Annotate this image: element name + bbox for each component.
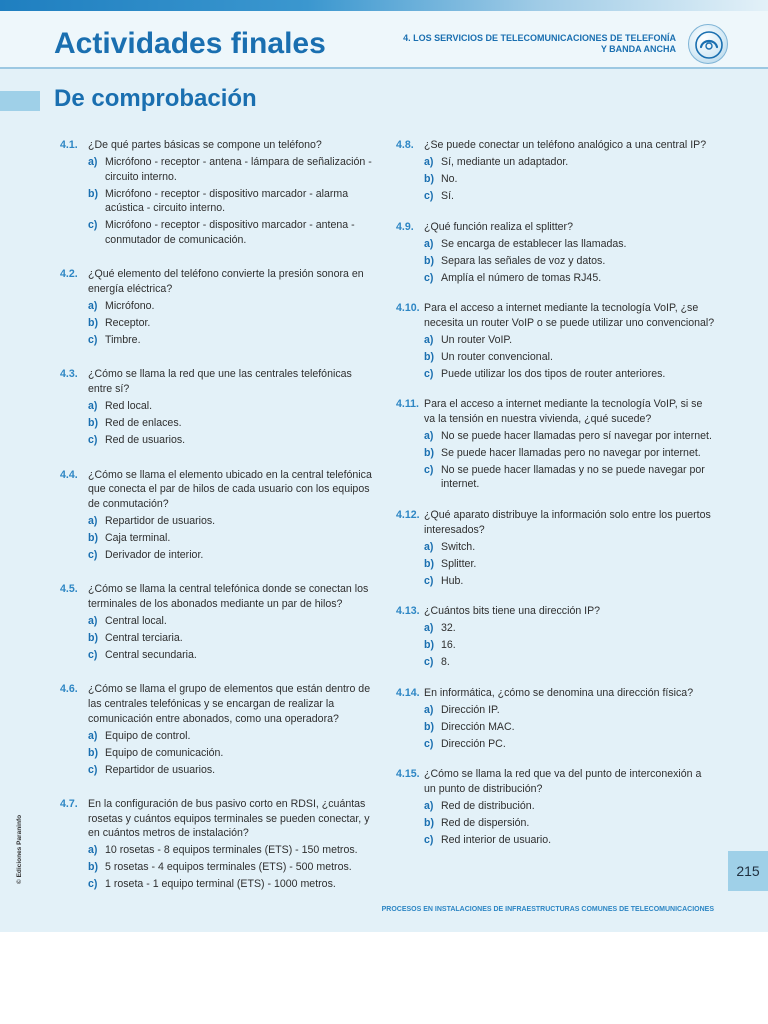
option-text: Puede utilizar los dos tipos de router anteriores. [441,367,666,380]
option-text: Red de distribución. [441,799,535,812]
option-text: 5 rosetas - 4 equipos terminales (ETS) - 500 metros. [105,861,352,874]
option-letter: b) [88,531,98,544]
answer-option [424,737,716,752]
answer-option [88,648,378,663]
answer-option [88,299,378,314]
option-text: Red de dispersión. [441,816,530,829]
question [60,367,378,447]
option-text: Hub. [441,574,464,587]
option-text: Caja terminal. [105,531,171,544]
option-letter: c) [88,763,98,776]
answer-option [88,860,378,875]
answer-option [424,720,716,735]
answer-option [424,703,716,718]
answer-option [424,254,716,269]
option-letter: a) [88,155,98,168]
option-letter: a) [424,622,434,635]
chapter-heading [376,33,676,55]
option-letter: b) [88,316,98,329]
option-text: Sí, mediante un adaptador. [441,155,569,168]
option-letter: a) [424,429,434,442]
answer-option [424,799,716,814]
option-text: Repartidor de usuarios. [105,763,216,776]
question-number: 4.13. [396,605,420,618]
question [60,797,378,892]
question-number: 4.3. [60,368,78,381]
option-letter: b) [424,720,434,733]
option-text: Equipo de control. [105,729,191,742]
option-text: Un router convencional. [441,350,553,363]
question-number: 4.14. [396,686,420,699]
option-text: 8. [441,656,450,669]
book-title-footer: PROCESOS EN INSTALACIONES DE INFRAESTRUCTURAS COMUNES DE TELECOMUNICACIONES [381,906,714,913]
option-text: 32. [441,622,456,635]
option-text: Central local. [105,614,167,627]
option-text: Red de enlaces. [105,417,182,430]
answer-option [88,548,378,563]
answer-option [424,463,716,492]
question-text: ¿Cómo se llama el grupo de elementos que están dentro de las centrales telefónicas y se encargan de realizar la comunicación entre abonados, como una operadora? [88,683,371,725]
answer-option [424,540,716,555]
question-text: En la configuración de bus pasivo corto en RDSI, ¿cuántas rosetas y cuántos equipos terminales se pueden conectar, y en cuántos metros de instalación? [88,798,370,840]
question-number: 4.7. [60,798,78,811]
chapter-line-2: Y BANDA ANCHA [600,44,676,54]
option-letter: b) [88,631,98,644]
option-letter: c) [424,271,434,284]
option-text: Red interior de usuario. [441,833,552,846]
option-letter: c) [424,574,434,587]
option-text: Central secundaria. [105,648,197,661]
option-letter: c) [88,648,98,661]
question-number: 4.1. [60,139,78,151]
option-text: Splitter. [441,557,477,570]
question-text: ¿De qué partes básicas se compone un teléfono? [88,139,322,151]
option-letter: b) [88,187,98,200]
top-stripe [0,0,768,11]
question-number: 4.15. [396,768,420,781]
option-text: Equipo de comunicación. [105,746,224,759]
option-letter: a) [424,799,434,812]
option-text: No se puede hacer llamadas y no se puede navegar por internet. [441,463,705,491]
answer-option [88,514,378,529]
option-text: Timbre. [105,333,141,346]
answer-option [88,843,378,858]
answer-option [88,316,378,331]
question-text: Para el acceso a internet mediante la tecnología VoIP, si se va la tensión en nuestra vivienda, ¿qué sucede? [424,398,703,425]
option-letter: a) [88,400,98,413]
option-text: Central terciaria. [105,631,183,644]
option-letter: a) [88,299,98,312]
right-column [396,138,716,847]
answer-option [424,155,716,170]
answer-option [88,333,378,348]
telephone-globe-icon [688,24,728,64]
answer-option [88,746,378,761]
question [60,267,378,347]
answer-option [424,574,716,589]
question-text: ¿Cómo se llama el elemento ubicado en la central telefónica que conecta el par de hilos de cada usuario con los equipos de conmutación? [88,468,372,510]
option-text: Micrófono - receptor - dispositivo marcador - antena - conmutador de comunicación. [105,219,355,246]
question-number: 4.5. [60,583,78,596]
option-text: 1 roseta - 1 equipo terminal (ETS) - 1000 metros. [105,878,336,891]
question-number: 4.10. [396,302,420,315]
option-letter: a) [88,514,98,527]
option-text: Se encarga de establecer las llamadas. [441,237,627,250]
question [60,582,378,662]
option-letter: b) [424,350,434,363]
page-number: 215 [736,863,760,879]
option-letter: b) [88,746,98,759]
answer-option [424,271,716,286]
option-letter: c) [424,189,434,202]
option-text: Un router VoIP. [441,333,513,346]
answer-option [424,655,716,670]
option-text: 16. [441,639,456,652]
option-text: Separa las señales de voz y datos. [441,254,606,267]
question [396,508,716,588]
question [60,682,378,777]
question [396,686,716,752]
option-letter: b) [424,639,434,652]
answer-option [424,350,716,365]
question [60,468,378,563]
option-letter: b) [88,417,98,430]
option-letter: a) [88,729,98,742]
answer-option [424,172,716,187]
option-text: Dirección PC. [441,737,506,750]
answer-option [424,237,716,252]
question-text: ¿Cómo se llama la central telefónica donde se conectan los terminales de los abonados mediante un par de hilos? [88,583,369,610]
answer-option [424,367,716,382]
answer-option [424,333,716,348]
answer-option [88,631,378,646]
option-letter: b) [424,816,434,829]
option-letter: c) [88,434,98,447]
option-text: Micrófono - receptor - dispositivo marcador - alarma acústica - circuito interno. [105,187,349,215]
option-letter: a) [424,155,434,168]
option-text: Micrófono - receptor - antena - lámpara de señalización - circuito interno. [105,155,372,183]
option-text: Receptor. [105,316,151,329]
answer-option [88,729,378,744]
answer-option [88,531,378,546]
option-text: Switch. [441,540,476,553]
publisher-credit: © Ediciones Paraninfo [16,814,23,884]
answer-option [88,399,378,414]
question [60,138,378,247]
option-letter: c) [88,878,98,891]
option-letter: b) [88,861,98,874]
option-text: Amplía el número de tomas RJ45. [441,271,602,284]
option-letter: b) [424,557,434,570]
question [396,397,716,492]
answer-option [424,816,716,831]
page-title: Actividades finales [54,27,326,60]
answer-option [88,155,378,184]
option-text: Sí. [441,189,454,202]
answer-option [88,416,378,431]
option-letter: b) [424,254,434,267]
question-text: ¿Qué elemento del teléfono convierte la presión sonora en energía eléctrica? [88,268,364,295]
question-text: En informática, ¿cómo se denomina una dirección física? [424,686,694,699]
option-letter: a) [88,614,98,627]
question [396,604,716,670]
option-text: Se puede hacer llamadas pero no navegar por internet. [441,446,701,459]
answer-option [424,621,716,636]
header-divider [0,67,768,69]
option-text: Red de usuarios. [105,434,186,447]
option-letter: a) [424,540,434,553]
question-text: ¿Cuántos bits tiene una dirección IP? [424,605,601,618]
chapter-line-1: 4. LOS SERVICIOS DE TELECOMUNICACIONES DE TELEFONÍA [403,33,676,43]
option-letter: c) [424,656,434,669]
question-number: 4.6. [60,683,78,696]
question-number: 4.9. [396,220,414,233]
option-letter: b) [424,446,434,459]
option-letter: a) [424,703,434,716]
option-text: Micrófono. [105,299,155,312]
section-title: De comprobación [54,85,257,112]
answer-option [88,614,378,629]
question-text: ¿Qué función realiza el splitter? [424,220,573,233]
question [396,301,716,381]
option-text: No se puede hacer llamadas pero sí navegar por internet. [441,429,712,442]
question-number: 4.2. [60,268,78,281]
answer-option [424,638,716,653]
question [396,138,716,204]
option-letter: a) [88,844,98,857]
option-letter: a) [424,237,434,250]
question [396,767,716,847]
answer-option [424,557,716,572]
section-marker [0,91,40,111]
answer-option [424,833,716,848]
question [396,220,716,286]
option-text: 10 rosetas - 8 equipos terminales (ETS) - 150 metros. [105,844,358,857]
option-letter: c) [424,833,434,846]
question-number: 4.11. [396,398,419,411]
option-letter: c) [88,333,98,346]
answer-option [88,187,378,216]
answer-option [424,429,716,444]
answer-option [88,877,378,892]
left-column [60,138,378,892]
option-letter: c) [88,548,98,561]
option-text: Red local. [105,400,153,413]
answer-option [88,763,378,778]
question-number: 4.12. [396,508,420,521]
option-letter: c) [424,737,434,750]
option-letter: b) [424,172,434,185]
option-text: Derivador de interior. [105,548,204,561]
answer-option [424,446,716,461]
option-text: Repartidor de usuarios. [105,514,216,527]
answer-option [424,189,716,204]
answer-option [88,218,378,247]
answer-option [88,433,378,448]
option-letter: a) [424,333,434,346]
question-number: 4.4. [60,468,78,481]
page-number-tab [728,851,768,891]
question-text: ¿Qué aparato distribuye la información solo entre los puertos interesados? [424,508,711,536]
question-text: Para el acceso a internet mediante la tecnología VoIP, ¿se necesita un router VoIP o se puede utilizar uno convencional? [424,302,715,329]
question-text: ¿Se puede conectar un teléfono analógico a una central IP? [424,139,707,151]
option-text: No. [441,172,458,185]
option-text: Dirección MAC. [441,720,515,733]
option-letter: c) [88,219,98,232]
option-letter: c) [424,463,434,476]
question-text: ¿Cómo se llama la red que une las centrales telefónicas entre sí? [88,368,352,396]
option-text: Dirección IP. [441,703,500,716]
question-text: ¿Cómo se llama la red que va del punto de interconexión a un punto de distribución? [424,768,702,795]
option-letter: c) [424,367,434,380]
question-number: 4.8. [396,139,414,151]
